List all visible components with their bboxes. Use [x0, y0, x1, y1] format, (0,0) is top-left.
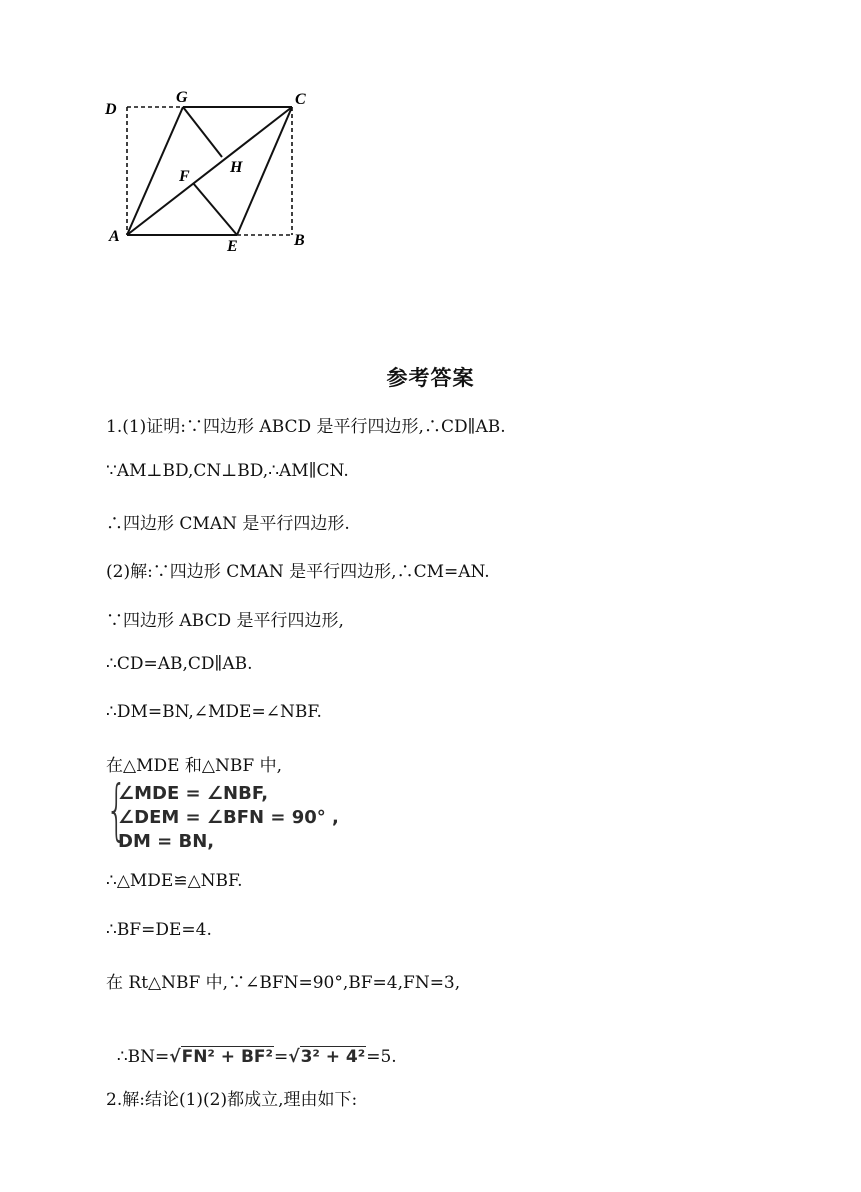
segment-fe: [193, 183, 237, 235]
answer-line-3: ∴四边形 CMAN 是平行四边形.: [106, 514, 350, 534]
bn-prefix: ∴BN=: [116, 1047, 170, 1067]
label-g: G: [176, 89, 188, 106]
answer-line-10: ∴△MDE≌△NBF.: [106, 871, 243, 891]
answer-line-6: ∴CD=AB,CD∥AB.: [106, 654, 253, 674]
answer-line-5: ∵四边形 ABCD 是平行四边形,: [106, 611, 344, 631]
segment-gh: [183, 107, 222, 157]
answer-line-14: 2.解:结论(1)(2)都成立,理由如下:: [106, 1090, 358, 1110]
equals-sign: =: [273, 1047, 289, 1067]
diagonal-ac: [127, 107, 292, 235]
sqrt-symbol-1: √: [169, 1047, 181, 1067]
edge-ec: [237, 107, 292, 235]
sqrt-symbol-2: √: [288, 1047, 300, 1067]
system-brace: {: [106, 771, 127, 848]
system-row-3: DM = BN,: [118, 831, 215, 852]
label-f: F: [179, 168, 190, 185]
label-e: E: [227, 238, 238, 255]
answer-line-1: 1.(1)证明:∵四边形 ABCD 是平行四边形,∴CD∥AB.: [106, 417, 506, 437]
answer-line-11: ∴BF=DE=4.: [106, 920, 212, 940]
answer-line-12: 在 Rt△NBF 中,∵∠BFN=90°,BF=4,FN=3,: [106, 973, 461, 993]
answer-line-2: ∵AM⊥BD,CN⊥BD,∴AM∥CN.: [106, 461, 349, 481]
answer-title: 参考答案: [386, 366, 475, 390]
geometry-figure: [100, 85, 330, 260]
radicand-1: FN² + BF²: [181, 1047, 273, 1067]
answer-line-4: (2)解:∵四边形 CMAN 是平行四边形,∴CM=AN.: [106, 562, 490, 582]
equation-system: [106, 771, 366, 858]
system-row-2: ∠DEM = ∠BFN = 90° ,: [118, 807, 339, 828]
label-d: D: [105, 101, 117, 118]
radicand-2: 3² + 4²: [300, 1047, 366, 1067]
answer-line-13: [106, 1027, 397, 1067]
label-a: A: [109, 228, 120, 245]
label-b: B: [294, 232, 305, 249]
edge-ag: [127, 107, 183, 235]
label-c: C: [295, 91, 306, 108]
answer-line-8: 在△MDE 和△NBF 中,: [106, 756, 282, 776]
bn-result: =5.: [366, 1047, 397, 1067]
label-h: H: [230, 159, 243, 176]
system-row-1: ∠MDE = ∠NBF,: [118, 783, 269, 804]
answer-line-7: ∴DM=BN,∠MDE=∠NBF.: [106, 702, 322, 722]
